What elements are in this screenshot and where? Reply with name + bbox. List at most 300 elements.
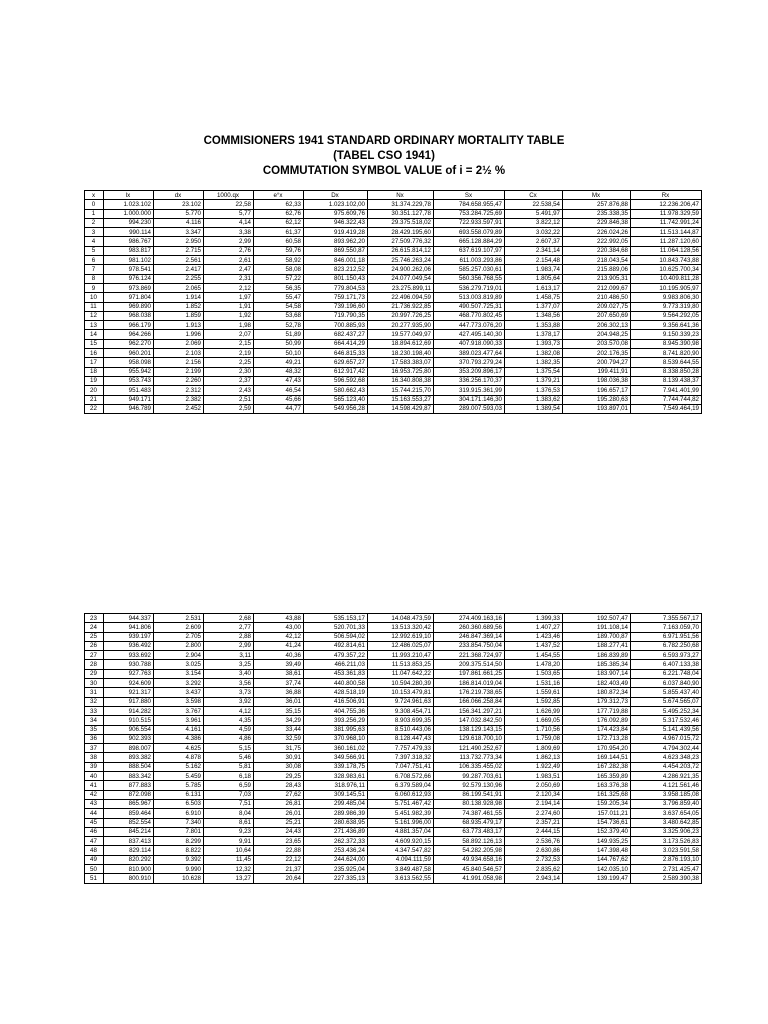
table-row xyxy=(85,623,702,632)
table-cell: 35 xyxy=(85,725,104,734)
table-cell: 30.351.127,78 xyxy=(368,209,434,218)
table-cell: 180.872,34 xyxy=(563,688,631,697)
table-cell: 823.212,52 xyxy=(304,265,368,274)
table-cell: 6 xyxy=(85,256,104,265)
table-cell: 1.922,49 xyxy=(505,762,563,771)
table-cell: 257.876,88 xyxy=(563,200,631,209)
table-cell: 941.806 xyxy=(104,623,154,632)
table-cell: 3 xyxy=(85,228,104,237)
table-cell: 289.007.593,03 xyxy=(434,404,505,413)
table-row xyxy=(85,330,702,339)
table-cell: 59,76 xyxy=(254,246,304,255)
table-cell: 7.549.464,19 xyxy=(631,404,702,413)
table-cell: 1.454,55 xyxy=(505,651,563,660)
table-cell: 30 xyxy=(85,679,104,688)
table-cell: 43 xyxy=(85,799,104,808)
table-cell: 309.145,51 xyxy=(304,790,368,799)
table-cell: 1,92 xyxy=(204,311,254,320)
table-cell: 29 xyxy=(85,669,104,678)
table-cell: 167.282,38 xyxy=(563,762,631,771)
table-cell: 12.486.025,07 xyxy=(368,641,434,650)
table-cell: 31.374.229,78 xyxy=(368,200,434,209)
table-cell: 1.023.102,00 xyxy=(304,200,368,209)
table-cell: 637.619.107,97 xyxy=(434,246,505,255)
column-header: 1000.qx xyxy=(204,191,254,200)
table-cell: 2,59 xyxy=(204,404,254,413)
table-cell: 971.804 xyxy=(104,293,154,302)
table-cell: 2.274,60 xyxy=(505,809,563,818)
table-cell: 893.962,20 xyxy=(304,237,368,246)
table-cell: 1.852 xyxy=(154,302,204,311)
table-cell: 888.504 xyxy=(104,762,154,771)
table-cell: 10.409.811,28 xyxy=(631,274,702,283)
table-cell: 50,99 xyxy=(254,339,304,348)
table-cell: 203.570,08 xyxy=(563,339,631,348)
table-cell: 953.743 xyxy=(104,376,154,385)
table-cell: 453.361,83 xyxy=(304,669,368,678)
table-cell: 9 xyxy=(85,283,104,292)
table-cell: 182.403,49 xyxy=(563,679,631,688)
table-cell: 4,86 xyxy=(204,734,254,743)
table-cell: 2.731.425,47 xyxy=(631,865,702,874)
table-cell: 5.491,97 xyxy=(505,209,563,218)
table-row xyxy=(85,660,702,669)
table-cell: 23,65 xyxy=(254,837,304,846)
table-row xyxy=(85,716,702,725)
table-cell: 2.382 xyxy=(154,395,204,404)
table-cell: 722.933.597,91 xyxy=(434,218,505,227)
table-cell: 4.116 xyxy=(154,218,204,227)
table-row xyxy=(85,283,702,292)
table-cell: 1.023.102 xyxy=(104,200,154,209)
table-cell: 8.139.438,37 xyxy=(631,376,702,385)
table-cell: 9,23 xyxy=(204,827,254,836)
table-cell: 859.464 xyxy=(104,809,154,818)
table-cell: 3.437 xyxy=(154,688,204,697)
table-cell: 1.805,64 xyxy=(505,274,563,283)
table-cell: 53,68 xyxy=(254,311,304,320)
table-cell: 5,46 xyxy=(204,753,254,762)
table-cell: 57,22 xyxy=(254,274,304,283)
table-cell: 4.609.920,15 xyxy=(368,837,434,846)
table-cell: 9.150.339,23 xyxy=(631,330,702,339)
table-cell: 1.383,62 xyxy=(505,395,563,404)
table-cell: 7.757.479,33 xyxy=(368,744,434,753)
table-cell: 209.027,75 xyxy=(563,302,631,311)
table-cell: 8.510.443,06 xyxy=(368,725,434,734)
table-cell: 7.355.567,17 xyxy=(631,614,702,623)
table-cell: 1.613,17 xyxy=(505,283,563,292)
table-cell: 4.386 xyxy=(154,734,204,743)
table-cell: 3,56 xyxy=(204,679,254,688)
table-cell: 3,11 xyxy=(204,651,254,660)
table-cell: 549.956,28 xyxy=(304,404,368,413)
table-cell: 48 xyxy=(85,846,104,855)
table-cell: 36,01 xyxy=(254,697,304,706)
table-cell: 169.144,51 xyxy=(563,753,631,762)
table-cell: 21 xyxy=(85,395,104,404)
table-row xyxy=(85,697,702,706)
table-cell: 41.991.058,98 xyxy=(434,874,505,883)
table-subtitle: (TABEL CSO 1941) xyxy=(333,150,435,162)
table-cell: 198.036,38 xyxy=(563,376,631,385)
table-cell: 2,77 xyxy=(204,623,254,632)
table-cell: 25 xyxy=(85,632,104,641)
table-cell: 837.413 xyxy=(104,837,154,846)
table-cell: 1,98 xyxy=(204,321,254,330)
table-cell: 21.736.922,85 xyxy=(368,302,434,311)
table-cell: 18.230.198,40 xyxy=(368,349,434,358)
table-cell: 779.804,53 xyxy=(304,283,368,292)
table-cell: 20.277.935,90 xyxy=(368,321,434,330)
table-cell: 5.162 xyxy=(154,762,204,771)
table-cell: 8.539.644,55 xyxy=(631,358,702,367)
table-cell: 7,03 xyxy=(204,790,254,799)
table-cell: 596.592,68 xyxy=(304,376,368,385)
table-cell: 2.531 xyxy=(154,614,204,623)
table-cell: 218.043,54 xyxy=(563,256,631,265)
table-cell: 7.163.059,70 xyxy=(631,623,702,632)
table-cell: 215.889,06 xyxy=(563,265,631,274)
table-row xyxy=(85,218,702,227)
table-cell: 207.650,69 xyxy=(563,311,631,320)
table-cell: 52,78 xyxy=(254,321,304,330)
table-cell: 428.518,19 xyxy=(304,688,368,697)
table-cell: 299.485,04 xyxy=(304,799,368,808)
table-cell: 11.978.329,59 xyxy=(631,209,702,218)
table-cell: 5,15 xyxy=(204,744,254,753)
table-row xyxy=(85,293,702,302)
table-cell: 14.598.429,87 xyxy=(368,404,434,413)
table-cell: 1.710,56 xyxy=(505,725,563,734)
table-cell: 1.914 xyxy=(154,293,204,302)
table-cell: 39 xyxy=(85,762,104,771)
column-header: Sx xyxy=(434,191,505,200)
table-cell: 8,61 xyxy=(204,818,254,827)
table-cell: 60,58 xyxy=(254,237,304,246)
mortality-table-part-2 xyxy=(84,613,702,884)
table-cell: 665.128.884,29 xyxy=(434,237,505,246)
table-cell: 196.657,17 xyxy=(563,386,631,395)
table-cell: 13.513.320,42 xyxy=(368,623,434,632)
table-cell: 3.598 xyxy=(154,697,204,706)
table-cell: 4.161 xyxy=(154,725,204,734)
table-cell: 2.452 xyxy=(154,404,204,413)
table-cell: 852.554 xyxy=(104,818,154,827)
table-cell: 177.719,88 xyxy=(563,706,631,715)
table-cell: 1.996 xyxy=(154,330,204,339)
table-cell: 193.897,01 xyxy=(563,404,631,413)
table-cell: 4.878 xyxy=(154,753,204,762)
table-cell: 26.615.814,12 xyxy=(368,246,434,255)
table-cell: 45 xyxy=(85,818,104,827)
table-cell: 1.859 xyxy=(154,311,204,320)
table-cell: 492.814,61 xyxy=(304,641,368,650)
table-cell: 930.788 xyxy=(104,660,154,669)
table-cell: 975.609,76 xyxy=(304,209,368,218)
table-cell: 6.708.572,66 xyxy=(368,772,434,781)
table-cell: 24 xyxy=(85,623,104,632)
table-row xyxy=(85,274,702,283)
table-cell: 41 xyxy=(85,781,104,790)
table-cell: 664.414,29 xyxy=(304,339,368,348)
table-cell: 2,99 xyxy=(204,237,254,246)
table-cell: 2.065 xyxy=(154,283,204,292)
table-cell: 161.325,68 xyxy=(563,790,631,799)
table-cell: 113.732.773,34 xyxy=(434,753,505,762)
table-cell: 1.531,16 xyxy=(505,679,563,688)
table-cell: 753.284.725,69 xyxy=(434,209,505,218)
table-cell: 179.312,73 xyxy=(563,697,631,706)
table-cell: 48,32 xyxy=(254,367,304,376)
table-cell: 2.194,14 xyxy=(505,799,563,808)
table-row xyxy=(85,827,702,836)
table-cell: 2,07 xyxy=(204,330,254,339)
table-cell: 129.618.700,10 xyxy=(434,734,505,743)
table-cell: 7.047.751,41 xyxy=(368,762,434,771)
table-cell: 3.173.526,83 xyxy=(631,837,702,846)
table-cell: 336.256.170,37 xyxy=(434,376,505,385)
table-row xyxy=(85,209,702,218)
table-cell: 10.843.743,88 xyxy=(631,256,702,265)
table-cell: 7.397.318,32 xyxy=(368,753,434,762)
table-cell: 55,47 xyxy=(254,293,304,302)
table-cell: 24,43 xyxy=(254,827,304,836)
table-cell: 18.894.612,69 xyxy=(368,339,434,348)
table-cell: 58,08 xyxy=(254,265,304,274)
table-cell: 2.609 xyxy=(154,623,204,632)
table-cell: 9.990 xyxy=(154,865,204,874)
table-cell: 9,91 xyxy=(204,837,254,846)
table-cell: 318.976,11 xyxy=(304,781,368,790)
table-cell: 3.025 xyxy=(154,660,204,669)
table-cell: 20,64 xyxy=(254,874,304,883)
table-cell: 5,81 xyxy=(204,762,254,771)
table-cell: 2,68 xyxy=(204,614,254,623)
table-cell: 163.376,38 xyxy=(563,781,631,790)
table-cell: 4.794.302,44 xyxy=(631,744,702,753)
table-cell: 5.785 xyxy=(154,781,204,790)
table-cell: 3,38 xyxy=(204,228,254,237)
table-cell: 35,15 xyxy=(254,706,304,715)
table-cell: 4,59 xyxy=(204,725,254,734)
table-cell: 38,61 xyxy=(254,669,304,678)
table-cell: 16.953.725,80 xyxy=(368,367,434,376)
table-cell: 7.801 xyxy=(154,827,204,836)
table-cell: 142.035,10 xyxy=(563,865,631,874)
table-cell: 2,30 xyxy=(204,367,254,376)
table-cell: 381.995,63 xyxy=(304,725,368,734)
table-cell: 11.047.642,22 xyxy=(368,669,434,678)
table-row xyxy=(85,753,702,762)
table-cell: 40 xyxy=(85,772,104,781)
table-cell: 212.099,67 xyxy=(563,283,631,292)
table-cell: 6,59 xyxy=(204,781,254,790)
table-cell: 10,64 xyxy=(204,846,254,855)
table-row xyxy=(85,772,702,781)
table-cell: 8.128.447,43 xyxy=(368,734,434,743)
table-cell: 210.486,50 xyxy=(563,293,631,302)
table-cell: 407.918.090,33 xyxy=(434,339,505,348)
table-cell: 2.800 xyxy=(154,641,204,650)
table-cell: 946.322,43 xyxy=(304,218,368,227)
table-cell: 7.941.401,99 xyxy=(631,386,702,395)
table-cell: 5.751.467,42 xyxy=(368,799,434,808)
table-cell: 917.880 xyxy=(104,697,154,706)
table-cell: 958.098 xyxy=(104,358,154,367)
table-cell: 10.153.479,81 xyxy=(368,688,434,697)
table-cell: 38 xyxy=(85,753,104,762)
table-cell: 2.156 xyxy=(154,358,204,367)
table-cell: 1.458,75 xyxy=(505,293,563,302)
table-cell: 865.967 xyxy=(104,799,154,808)
table-cell: 936.492 xyxy=(104,641,154,650)
table-cell: 3.822,12 xyxy=(505,218,563,227)
table-cell: 274.409.163,16 xyxy=(434,614,505,623)
table-cell: 5.855.437,40 xyxy=(631,688,702,697)
table-cell: 944.337 xyxy=(104,614,154,623)
table-cell: 2,61 xyxy=(204,256,254,265)
table-row xyxy=(85,762,702,771)
table-cell: 2.943,14 xyxy=(505,874,563,883)
table-row xyxy=(85,734,702,743)
table-cell: 389.023.477,64 xyxy=(434,349,505,358)
table-cell: 1.399,33 xyxy=(505,614,563,623)
table-cell: 2.835,62 xyxy=(505,865,563,874)
table-cell: 9.392 xyxy=(154,855,204,864)
table-cell: 2.417 xyxy=(154,265,204,274)
table-cell: 202.176,35 xyxy=(563,349,631,358)
table-cell: 700.885,93 xyxy=(304,321,368,330)
table-cell: 3.292 xyxy=(154,679,204,688)
table-cell: 393.256,29 xyxy=(304,716,368,725)
table-cell: 15.744.215,70 xyxy=(368,386,434,395)
table-cell: 23.275.899,11 xyxy=(368,283,434,292)
table-cell: 986.767 xyxy=(104,237,154,246)
table-cell: 2.589.390,38 xyxy=(631,874,702,883)
table-cell: 244.624,00 xyxy=(304,855,368,864)
table-cell: 883.342 xyxy=(104,772,154,781)
table-cell: 44,77 xyxy=(254,404,304,413)
table-cell: 898.007 xyxy=(104,744,154,753)
table-row xyxy=(85,706,702,715)
table-cell: 585.257.030,61 xyxy=(434,265,505,274)
table-cell: 62,12 xyxy=(254,218,304,227)
table-cell: 513.003.819,89 xyxy=(434,293,505,302)
table-cell: 319.915.361,99 xyxy=(434,386,505,395)
table-cell: 170.954,20 xyxy=(563,744,631,753)
table-cell: 3.961 xyxy=(154,716,204,725)
column-header: Cx xyxy=(505,191,563,200)
table-cell: 25.746.263,24 xyxy=(368,256,434,265)
table-cell: 10.195.905,97 xyxy=(631,283,702,292)
table-cell: 74.387.461,55 xyxy=(434,809,505,818)
table-cell: 612.917,42 xyxy=(304,367,368,376)
table-cell: 1.348,56 xyxy=(505,311,563,320)
table-cell: 149.935,25 xyxy=(563,837,631,846)
table-cell: 11 xyxy=(85,302,104,311)
table-row xyxy=(85,358,702,367)
table-cell: 360.161,02 xyxy=(304,744,368,753)
table-cell: 22,88 xyxy=(254,846,304,855)
table-cell: 6.407.133,38 xyxy=(631,660,702,669)
table-cell: 58,92 xyxy=(254,256,304,265)
table-cell: 13,27 xyxy=(204,874,254,883)
table-cell: 138.129.143,15 xyxy=(434,725,505,734)
table-cell: 921.317 xyxy=(104,688,154,697)
table-cell: 370.793.279,24 xyxy=(434,358,505,367)
table-cell: 22,58 xyxy=(204,200,254,209)
table-row xyxy=(85,679,702,688)
table-cell: 910.515 xyxy=(104,716,154,725)
table-cell: 2.561 xyxy=(154,256,204,265)
table-cell: 536.279.719,01 xyxy=(434,283,505,292)
table-row xyxy=(85,339,702,348)
table-cell: 10.594.280,39 xyxy=(368,679,434,688)
table-cell: 86.199.541,91 xyxy=(434,790,505,799)
table-cell: 220.384,68 xyxy=(563,246,631,255)
table-cell: 2 xyxy=(85,218,104,227)
table-cell: 2,51 xyxy=(204,395,254,404)
table-cell: 466.211,03 xyxy=(304,660,368,669)
table-cell: 960.201 xyxy=(104,349,154,358)
table-cell: 33,44 xyxy=(254,725,304,734)
table-cell: 1.669,05 xyxy=(505,716,563,725)
table-cell: 1.353,88 xyxy=(505,321,563,330)
table-cell: 1 xyxy=(85,209,104,218)
table-cell: 5 xyxy=(85,246,104,255)
table-cell: 1.382,35 xyxy=(505,358,563,367)
table-cell: 221.368.724,97 xyxy=(434,651,505,660)
table-cell: 20 xyxy=(85,386,104,395)
table-cell: 8.945.390,98 xyxy=(631,339,702,348)
table-cell: 54.282.205,98 xyxy=(434,846,505,855)
table-cell: 154.736,61 xyxy=(563,818,631,827)
table-cell: 6.503 xyxy=(154,799,204,808)
table-cell: 5.161.996,00 xyxy=(368,818,434,827)
table-row xyxy=(85,367,702,376)
table-cell: 63.773.483,17 xyxy=(434,827,505,836)
table-cell: 2,88 xyxy=(204,632,254,641)
table-cell: 1.407,27 xyxy=(505,623,563,632)
table-cell: 2,12 xyxy=(204,283,254,292)
table-cell: 3.325.906,23 xyxy=(631,827,702,836)
table-cell: 189.700,87 xyxy=(563,632,631,641)
table-cell: 4.286.921,35 xyxy=(631,772,702,781)
table-cell: 1.862,13 xyxy=(505,753,563,762)
table-cell: 2,19 xyxy=(204,349,254,358)
table-cell: 24.077.049,54 xyxy=(368,274,434,283)
table-cell: 801.150,43 xyxy=(304,274,368,283)
table-cell: 949.171 xyxy=(104,395,154,404)
table-cell: 1.375,54 xyxy=(505,367,563,376)
table-cell: 50 xyxy=(85,865,104,874)
table-cell: 280.638,95 xyxy=(304,818,368,827)
table-cell: 3,40 xyxy=(204,669,254,678)
table-cell: 42,12 xyxy=(254,632,304,641)
table-cell: 820.292 xyxy=(104,855,154,864)
table-cell: 1.592,85 xyxy=(505,697,563,706)
table-cell: 893.382 xyxy=(104,753,154,762)
table-cell: 3.613.562,55 xyxy=(368,874,434,883)
table-cell: 1.759,08 xyxy=(505,734,563,743)
table-cell: 92.579.130,96 xyxy=(434,781,505,790)
table-cell: 11.064.128,56 xyxy=(631,246,702,255)
table-cell: 964.266 xyxy=(104,330,154,339)
table-cell: 8,04 xyxy=(204,809,254,818)
table-cell: 1.379,21 xyxy=(505,376,563,385)
table-cell: 166.066.258,84 xyxy=(434,697,505,706)
